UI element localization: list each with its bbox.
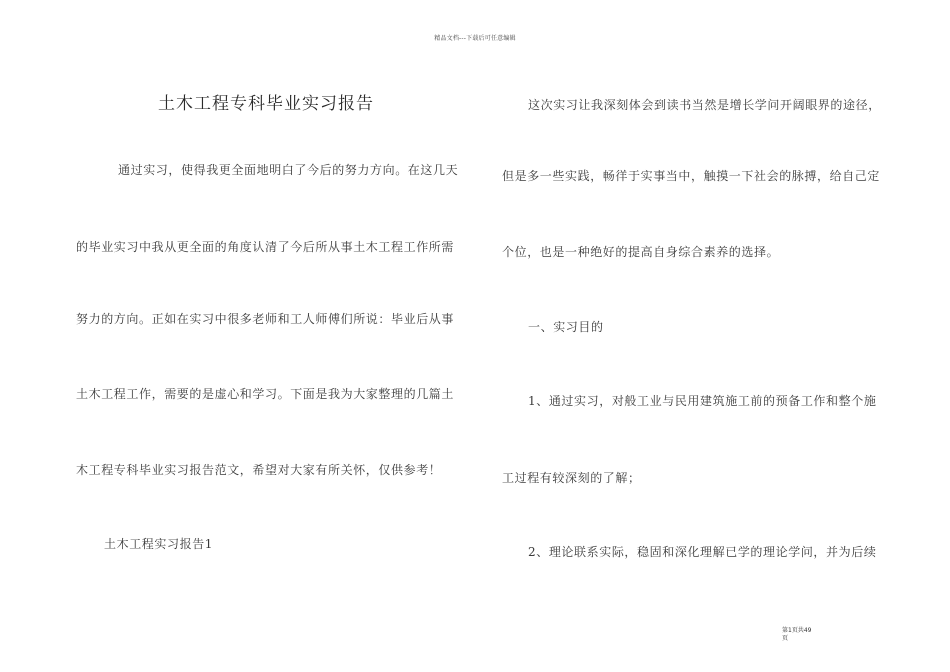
paragraph-line: 工过程有较深刻的了解； <box>502 471 641 485</box>
paragraph-line: 土木工程工作，需要的是虚心和学习。下面是我为大家整理的几篇土 <box>76 387 455 401</box>
paragraph-line: 这次实习让我深刻体会到读书当然是增长学问开阔眼界的途径， <box>528 98 881 112</box>
page-number <box>782 627 842 643</box>
page-header: 精品文档---下载后可任意编辑 <box>434 35 516 42</box>
paragraph-line: 木工程专科毕业实习报告范文，希望对大家有所关怀，仅供参考！ <box>76 463 442 477</box>
paragraph-line: 努力的方向。正如在实习中很多老师和工人师傅们所说：毕业后从事 <box>76 312 455 326</box>
paragraph-line: 1、通过实习，对般工业与民用建筑施工前的预备工作和整个施 <box>528 394 877 408</box>
paragraph-line: 但是多一些实践，畅徉于实事当中，触摸一下社会的脉搏，给自己定 <box>502 169 881 183</box>
page-number-line: 页 <box>782 635 789 642</box>
section-heading: 一、实习目的 <box>528 320 604 334</box>
paragraph-line: 通过实习，使得我更全面地明白了今后的努力方向。在这几天 <box>118 163 459 177</box>
section-heading: 土木工程实习报告1 <box>104 537 214 551</box>
paragraph-line: 个位，也是一种绝好的提高自身综合素养的选择。 <box>502 245 780 259</box>
document-title: 土木工程专科毕业实习报告 <box>158 94 374 114</box>
page-number-line: 第1页共49 <box>782 627 812 634</box>
paragraph-line: 2、理论联系实际，稳固和深化理解已学的理论学问，并为后续 <box>528 545 877 559</box>
paragraph-line: 的毕业实习中我从更全面的角度认清了今后所从事土木工程工作所需 <box>76 240 455 254</box>
